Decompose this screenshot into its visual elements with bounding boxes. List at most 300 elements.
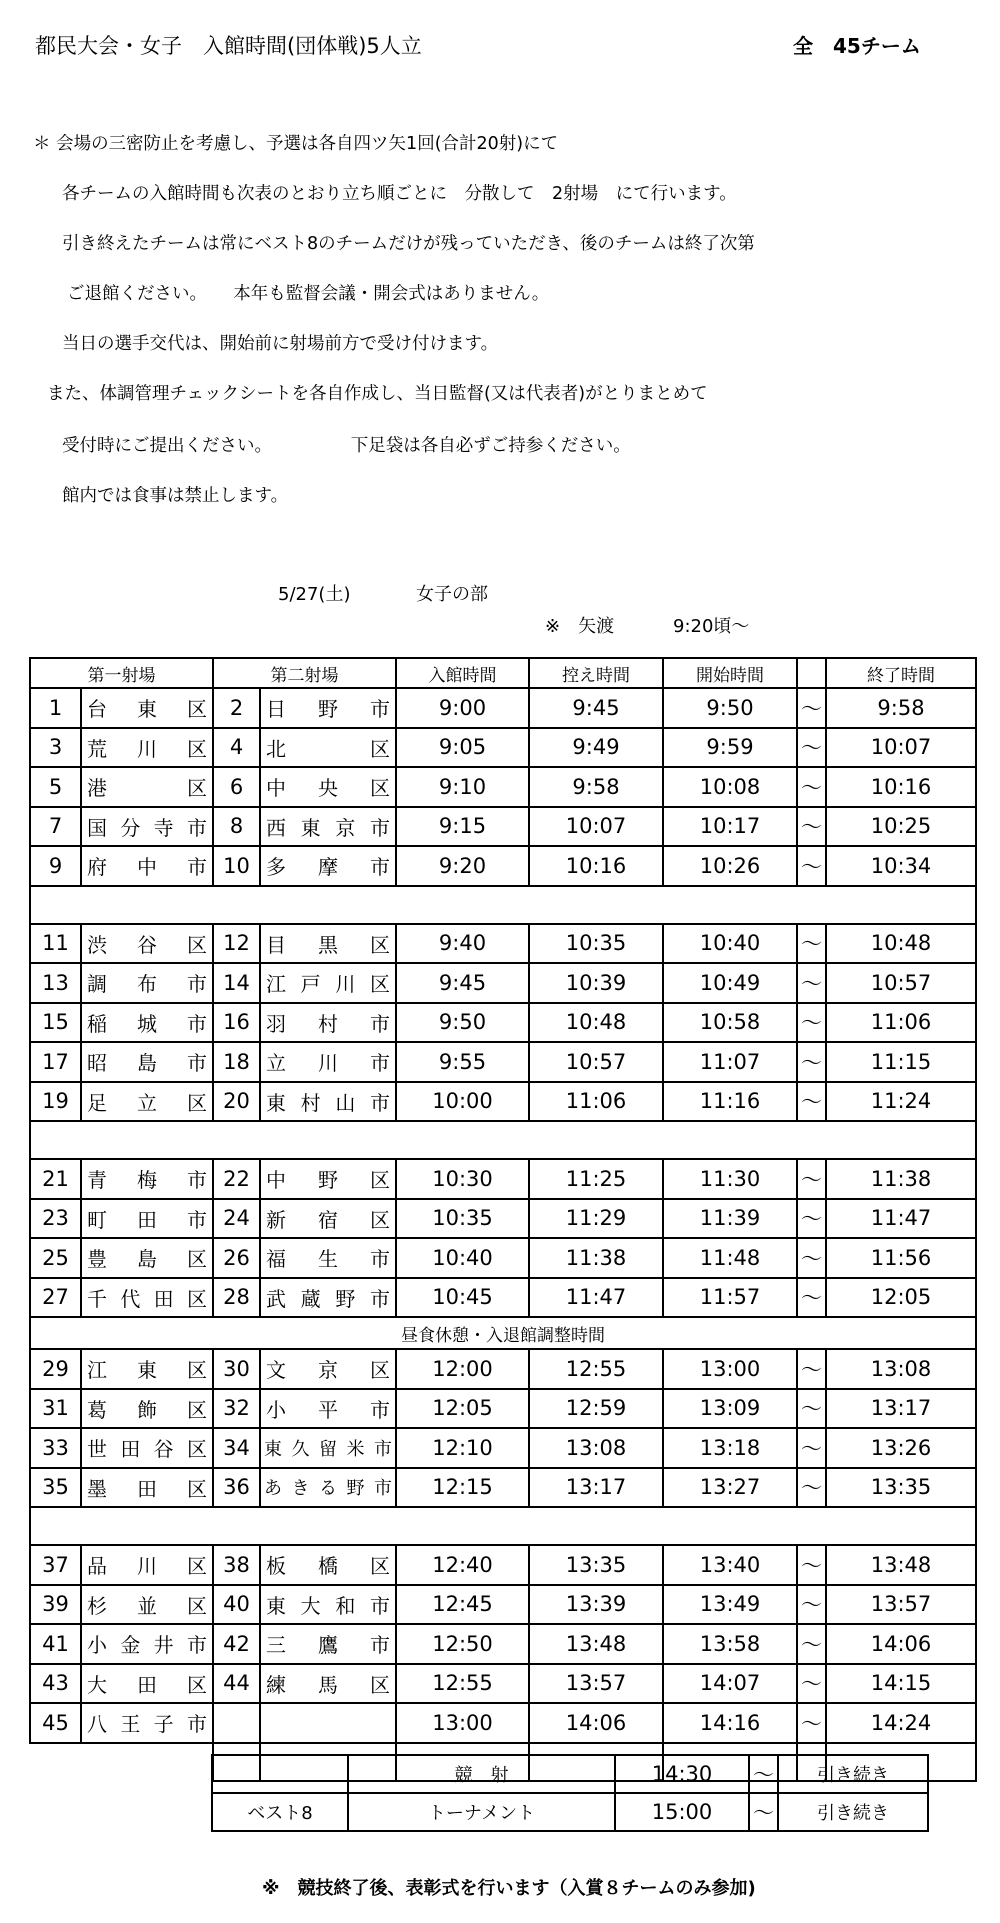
- team-number: 12: [213, 924, 260, 964]
- table-row: [30, 924, 976, 964]
- spacer-cell: [30, 1507, 976, 1545]
- start-time: 10:40: [663, 924, 797, 964]
- yawatashi-time: 9:20頃～: [673, 616, 750, 637]
- team-name: [81, 1349, 213, 1389]
- team-number: 39: [30, 1585, 81, 1625]
- kyosha-blank: [212, 1755, 348, 1793]
- col-range2: 第二射場: [213, 658, 396, 688]
- start-time: 13:40: [663, 1545, 797, 1585]
- team-name-text: 北 区: [266, 736, 390, 761]
- team-name: [81, 1585, 213, 1625]
- team-name: [260, 1389, 396, 1429]
- team-name-text: 町 田 市: [87, 1207, 207, 1232]
- end-time: 10:48: [826, 924, 976, 964]
- team-number: 3: [30, 728, 81, 768]
- start-time: 9:59: [663, 728, 797, 768]
- team-name: [260, 1042, 396, 1082]
- entry-time: 10:40: [396, 1238, 529, 1278]
- entry-time: 12:55: [396, 1664, 529, 1704]
- team-number: 10: [213, 846, 260, 886]
- tilde: ～: [797, 1703, 826, 1743]
- tilde: ～: [797, 1664, 826, 1704]
- tilde: ～: [797, 846, 826, 886]
- team-name: [260, 1082, 396, 1122]
- tilde: ～: [797, 1159, 826, 1199]
- team-number: 22: [213, 1159, 260, 1199]
- end-time: 10:34: [826, 846, 976, 886]
- start-time: 14:16: [663, 1703, 797, 1743]
- start-time: 13:09: [663, 1389, 797, 1429]
- team-name: [81, 1468, 213, 1508]
- team-name: [260, 1664, 396, 1704]
- team-name: [81, 1703, 213, 1743]
- team-number: 19: [30, 1082, 81, 1122]
- kyosha-time: 14:30: [615, 1755, 749, 1793]
- team-name-text: 福 生 市: [266, 1247, 390, 1272]
- entry-time: 9:20: [396, 846, 529, 886]
- tilde: ～: [797, 963, 826, 1003]
- team-name: [81, 767, 213, 807]
- table-row: [30, 1545, 976, 1585]
- entry-time: 13:00: [396, 1703, 529, 1743]
- end-time: 10:16: [826, 767, 976, 807]
- team-number: 28: [213, 1278, 260, 1318]
- team-name-text: 港 区: [87, 776, 207, 801]
- tilde: ～: [797, 767, 826, 807]
- team-name-text: 東 久 留 米 市: [264, 1438, 392, 1460]
- start-time: 10:08: [663, 767, 797, 807]
- wait-time: 11:38: [529, 1238, 663, 1278]
- start-time: 10:49: [663, 963, 797, 1003]
- team-name: [260, 1278, 396, 1318]
- end-time: 13:35: [826, 1468, 976, 1508]
- team-name: [260, 963, 396, 1003]
- entry-time: 12:00: [396, 1349, 529, 1389]
- tilde: ～: [797, 924, 826, 964]
- team-name-text: 杉 並 区: [87, 1593, 207, 1618]
- start-time: 13:18: [663, 1428, 797, 1468]
- team-number: 2: [213, 688, 260, 728]
- table-row: [30, 1278, 976, 1318]
- team-name-text: 墨 田 区: [87, 1476, 207, 1501]
- team-number: 31: [30, 1389, 81, 1429]
- team-name: [81, 924, 213, 964]
- team-name-text: 東 村 山 市: [266, 1090, 390, 1115]
- tilde: ～: [797, 1082, 826, 1122]
- end-time: 10:57: [826, 963, 976, 1003]
- tilde: ～: [797, 1349, 826, 1389]
- tilde: ～: [797, 1585, 826, 1625]
- wait-time: 10:07: [529, 807, 663, 847]
- event-date: 5/27(土): [278, 584, 351, 605]
- team-name: [81, 728, 213, 768]
- table-row: [30, 728, 976, 768]
- table-row: [30, 1159, 976, 1199]
- tilde: ～: [797, 1278, 826, 1318]
- team-name: [260, 1703, 396, 1743]
- team-name-text: 荒 川 区: [87, 736, 207, 761]
- team-name-text: 葛 飾 区: [87, 1397, 207, 1422]
- team-name-text: 渋 谷 区: [87, 932, 207, 957]
- start-time: 13:00: [663, 1349, 797, 1389]
- kyosha-end: 引き続き: [778, 1755, 928, 1793]
- end-time: 13:48: [826, 1545, 976, 1585]
- end-time: 13:17: [826, 1389, 976, 1429]
- team-number: 11: [30, 924, 81, 964]
- team-number: 15: [30, 1003, 81, 1043]
- wait-time: 13:35: [529, 1545, 663, 1585]
- end-time: 10:25: [826, 807, 976, 847]
- tilde: ～: [797, 688, 826, 728]
- entry-time: 12:40: [396, 1545, 529, 1585]
- start-time: 10:58: [663, 1003, 797, 1043]
- team-name-text: 東 大 和 市: [266, 1593, 390, 1618]
- tilde: ～: [797, 1545, 826, 1585]
- team-number: 38: [213, 1545, 260, 1585]
- team-number: 16: [213, 1003, 260, 1043]
- team-number: 36: [213, 1468, 260, 1508]
- team-name-text: 中 央 区: [266, 776, 390, 801]
- team-name-text: 八 王 子 市: [87, 1712, 207, 1737]
- team-name-text: 立 川 市: [266, 1051, 390, 1076]
- team-number: 35: [30, 1468, 81, 1508]
- tilde: ～: [797, 1468, 826, 1508]
- team-number: 40: [213, 1585, 260, 1625]
- tilde: ～: [797, 1199, 826, 1239]
- kyosha-label: 競 射: [348, 1755, 615, 1793]
- table-row: [30, 688, 976, 728]
- note-line: ご退館ください。 本年も監督会議・開会式はありません。: [67, 284, 550, 304]
- team-name-text: 目 黒 区: [266, 932, 390, 957]
- tilde: ～: [797, 1428, 826, 1468]
- end-time: 14:24: [826, 1703, 976, 1743]
- team-number: 9: [30, 846, 81, 886]
- wait-time: 13:17: [529, 1468, 663, 1508]
- team-name: [81, 1428, 213, 1468]
- end-time: 13:08: [826, 1349, 976, 1389]
- team-name-text: 江 東 区: [87, 1358, 207, 1383]
- entry-time: 12:15: [396, 1468, 529, 1508]
- table-row: [30, 767, 976, 807]
- team-name-text: 稲 城 市: [87, 1011, 207, 1036]
- start-time: 10:26: [663, 846, 797, 886]
- team-name: [81, 1003, 213, 1043]
- tilde: ～: [797, 807, 826, 847]
- team-number: 14: [213, 963, 260, 1003]
- team-number: 1: [30, 688, 81, 728]
- note-line: 各チームの入館時間も次表のとおり立ち順ごとに 分散して 2射場 にて行います。: [62, 184, 737, 204]
- table-row: [30, 1703, 976, 1743]
- start-time: 9:50: [663, 688, 797, 728]
- team-name-text: 文 京 区: [266, 1358, 390, 1383]
- team-name: [81, 1545, 213, 1585]
- tilde: ～: [797, 1003, 826, 1043]
- tournament-tilde: ～: [749, 1793, 778, 1831]
- finals-table: [211, 1754, 929, 1832]
- entry-time: 9:15: [396, 807, 529, 847]
- team-number: 13: [30, 963, 81, 1003]
- wait-time: 10:57: [529, 1042, 663, 1082]
- team-number: 34: [213, 1428, 260, 1468]
- entry-time: 9:45: [396, 963, 529, 1003]
- team-name: [81, 1238, 213, 1278]
- team-name-text: 昭 島 市: [87, 1051, 207, 1076]
- trailing-cell: [30, 1743, 81, 1781]
- spacer-cell: [30, 886, 976, 924]
- team-name: [260, 1428, 396, 1468]
- wait-time: 13:39: [529, 1585, 663, 1625]
- entry-time: 10:35: [396, 1199, 529, 1239]
- team-name-text: 日 野 市: [266, 697, 390, 722]
- team-count: 全 45チーム: [793, 34, 921, 58]
- end-time: 10:07: [826, 728, 976, 768]
- spacer-row: [30, 1121, 976, 1159]
- wait-time: 14:06: [529, 1703, 663, 1743]
- start-time: 11:57: [663, 1278, 797, 1318]
- wait-time: 10:48: [529, 1003, 663, 1043]
- team-number: 25: [30, 1238, 81, 1278]
- end-time: 11:56: [826, 1238, 976, 1278]
- wait-time: 10:35: [529, 924, 663, 964]
- team-number: 41: [30, 1624, 81, 1664]
- wait-time: 12:59: [529, 1389, 663, 1429]
- entry-time: 9:05: [396, 728, 529, 768]
- entry-time: 9:55: [396, 1042, 529, 1082]
- team-name: [260, 1349, 396, 1389]
- col-range1: 第一射場: [30, 658, 213, 688]
- end-time: 11:47: [826, 1199, 976, 1239]
- wait-time: 13:57: [529, 1664, 663, 1704]
- team-number: 21: [30, 1159, 81, 1199]
- team-name: [260, 1468, 396, 1508]
- trailing-cell: [81, 1743, 213, 1781]
- team-name-text: 西 東 京 市: [266, 815, 390, 840]
- wait-time: 11:06: [529, 1082, 663, 1122]
- kyosha-tilde: ～: [749, 1755, 778, 1793]
- tilde: ～: [797, 1042, 826, 1082]
- team-name-text: 練 馬 区: [266, 1672, 390, 1697]
- team-number: 45: [30, 1703, 81, 1743]
- start-time: 14:07: [663, 1664, 797, 1704]
- table-row: [30, 1468, 976, 1508]
- entry-time: 10:00: [396, 1082, 529, 1122]
- start-time: 11:39: [663, 1199, 797, 1239]
- end-time: 12:05: [826, 1278, 976, 1318]
- team-number: 23: [30, 1199, 81, 1239]
- tilde: ～: [797, 1389, 826, 1429]
- team-name-text: 千 代 田 区: [87, 1286, 207, 1311]
- team-name: [260, 924, 396, 964]
- team-name-text: 台 東 区: [87, 697, 207, 722]
- col-tilde: [797, 658, 826, 688]
- col-start: 開始時間: [663, 658, 797, 688]
- table-row: [30, 1428, 976, 1468]
- entry-time: 12:10: [396, 1428, 529, 1468]
- end-time: 13:26: [826, 1428, 976, 1468]
- table-row: [30, 1664, 976, 1704]
- best8-label: ベスト8: [212, 1793, 348, 1831]
- note-line: また、体調管理チェックシートを各自作成し、当日監督(又は代表者)がとりまとめて: [47, 384, 708, 404]
- team-name-text: 小 平 市: [266, 1397, 390, 1422]
- team-number: 43: [30, 1664, 81, 1704]
- entry-time: 12:50: [396, 1624, 529, 1664]
- team-name-text: 品 川 区: [87, 1554, 207, 1579]
- team-name-text: 世 田 谷 区: [87, 1437, 207, 1462]
- team-name-text: 青 梅 市: [87, 1168, 207, 1193]
- team-number: 42: [213, 1624, 260, 1664]
- table-row: [30, 1199, 976, 1239]
- entry-time: 9:10: [396, 767, 529, 807]
- team-name: [260, 1159, 396, 1199]
- team-name-text: 多 摩 市: [266, 855, 390, 880]
- team-number: 30: [213, 1349, 260, 1389]
- team-name-text: 豊 島 区: [87, 1247, 207, 1272]
- start-time: 11:07: [663, 1042, 797, 1082]
- team-name: [81, 1624, 213, 1664]
- tilde: ～: [797, 1238, 826, 1278]
- end-time: 11:15: [826, 1042, 976, 1082]
- entry-time: 12:45: [396, 1585, 529, 1625]
- wait-time: 10:39: [529, 963, 663, 1003]
- table-row: [30, 1389, 976, 1429]
- team-name: [81, 807, 213, 847]
- wait-time: 13:48: [529, 1624, 663, 1664]
- team-name-text: 国 分 寺 市: [87, 815, 207, 840]
- spacer-row: [30, 886, 976, 924]
- header-row: [30, 658, 976, 688]
- team-number: 7: [30, 807, 81, 847]
- page-title: 都民大会・女子 入館時間(団体戦)5人立: [35, 34, 422, 58]
- col-end: 終了時間: [826, 658, 976, 688]
- table-row: [30, 963, 976, 1003]
- table-row: [30, 1585, 976, 1625]
- team-number: 24: [213, 1199, 260, 1239]
- team-name: [81, 1664, 213, 1704]
- team-name: [260, 688, 396, 728]
- col-wait: 控え時間: [529, 658, 663, 688]
- lunch-row: [30, 1317, 976, 1349]
- team-name: [260, 807, 396, 847]
- team-name: [260, 767, 396, 807]
- team-number: 44: [213, 1664, 260, 1704]
- team-number: 18: [213, 1042, 260, 1082]
- tournament-end: 引き続き: [778, 1793, 928, 1831]
- tournament-label: トーナメント: [348, 1793, 615, 1831]
- wait-time: 9:58: [529, 767, 663, 807]
- note-line: 引き終えたチームは常にベスト8のチームだけが残っていただき、後のチームは終了次第: [62, 234, 755, 254]
- entry-time: 10:30: [396, 1159, 529, 1199]
- wait-time: 9:49: [529, 728, 663, 768]
- team-name: [260, 1545, 396, 1585]
- yawatashi-label: ※ 矢渡: [545, 616, 615, 637]
- spacer-row: [30, 1507, 976, 1545]
- team-name-text: 江 戸 川 区: [266, 972, 390, 997]
- table-row: [30, 1238, 976, 1278]
- team-name: [81, 846, 213, 886]
- table-row: [30, 1042, 976, 1082]
- team-number: 4: [213, 728, 260, 768]
- team-number: 6: [213, 767, 260, 807]
- team-name: [81, 1042, 213, 1082]
- note-line: 館内では食事は禁止します。: [62, 486, 289, 506]
- team-name: [260, 1003, 396, 1043]
- wait-time: 11:29: [529, 1199, 663, 1239]
- team-name-text: 足 立 区: [87, 1090, 207, 1115]
- team-name: [260, 728, 396, 768]
- team-name-text: 板 橋 区: [266, 1554, 390, 1579]
- table-row: [30, 846, 976, 886]
- team-name: [260, 1238, 396, 1278]
- table-row: [30, 807, 976, 847]
- team-number: 37: [30, 1545, 81, 1585]
- team-name: [81, 1159, 213, 1199]
- tournament-row: [212, 1793, 928, 1831]
- end-time: 9:58: [826, 688, 976, 728]
- division-label: 女子の部: [416, 584, 488, 605]
- note-line: 受付時にご提出ください。 下足袋は各自必ずご持参ください。: [62, 436, 631, 456]
- tilde: ～: [797, 728, 826, 768]
- team-name-text: 大 田 区: [87, 1672, 207, 1697]
- start-time: 13:27: [663, 1468, 797, 1508]
- team-number: 5: [30, 767, 81, 807]
- start-time: 11:30: [663, 1159, 797, 1199]
- end-time: 11:06: [826, 1003, 976, 1043]
- note-line: 当日の選手交代は、開始前に射場前方で受け付けます。: [62, 334, 499, 354]
- start-time: 11:48: [663, 1238, 797, 1278]
- team-number: 29: [30, 1349, 81, 1389]
- end-time: 14:15: [826, 1664, 976, 1704]
- end-time: 13:57: [826, 1585, 976, 1625]
- team-name-text: 府 中 市: [87, 855, 207, 880]
- team-number: 17: [30, 1042, 81, 1082]
- team-name: [260, 1585, 396, 1625]
- entry-time: 9:40: [396, 924, 529, 964]
- team-number: [213, 1703, 260, 1743]
- tournament-time: 15:00: [615, 1793, 749, 1831]
- team-name: [81, 1389, 213, 1429]
- team-number: 27: [30, 1278, 81, 1318]
- closing-note: ※ 競技終了後、表彰式を行います（入賞８チームのみ参加): [262, 1878, 756, 1899]
- entry-time: 9:00: [396, 688, 529, 728]
- start-time: 13:58: [663, 1624, 797, 1664]
- start-time: 10:17: [663, 807, 797, 847]
- team-name-text: 羽 村 市: [266, 1011, 390, 1036]
- team-name-text: 小 金 井 市: [87, 1633, 207, 1658]
- team-name-text: 調 布 市: [87, 972, 207, 997]
- team-name-text: 三 鷹 市: [266, 1633, 390, 1658]
- entry-time: 12:05: [396, 1389, 529, 1429]
- team-name: [81, 1278, 213, 1318]
- tilde: ～: [797, 1624, 826, 1664]
- wait-time: 12:55: [529, 1349, 663, 1389]
- entry-time: 10:45: [396, 1278, 529, 1318]
- team-name-text: あ き る 野 市: [264, 1478, 392, 1500]
- team-name: [81, 963, 213, 1003]
- team-name-text: 新 宿 区: [266, 1207, 390, 1232]
- team-name: [81, 1082, 213, 1122]
- team-number: 32: [213, 1389, 260, 1429]
- team-number: 26: [213, 1238, 260, 1278]
- kyosha-row: [212, 1755, 928, 1793]
- team-name: [81, 1199, 213, 1239]
- team-name: [260, 1624, 396, 1664]
- spacer-cell: [30, 1121, 976, 1159]
- team-name: [81, 688, 213, 728]
- entry-time: 9:50: [396, 1003, 529, 1043]
- wait-time: 11:25: [529, 1159, 663, 1199]
- team-number: 20: [213, 1082, 260, 1122]
- team-name: [260, 846, 396, 886]
